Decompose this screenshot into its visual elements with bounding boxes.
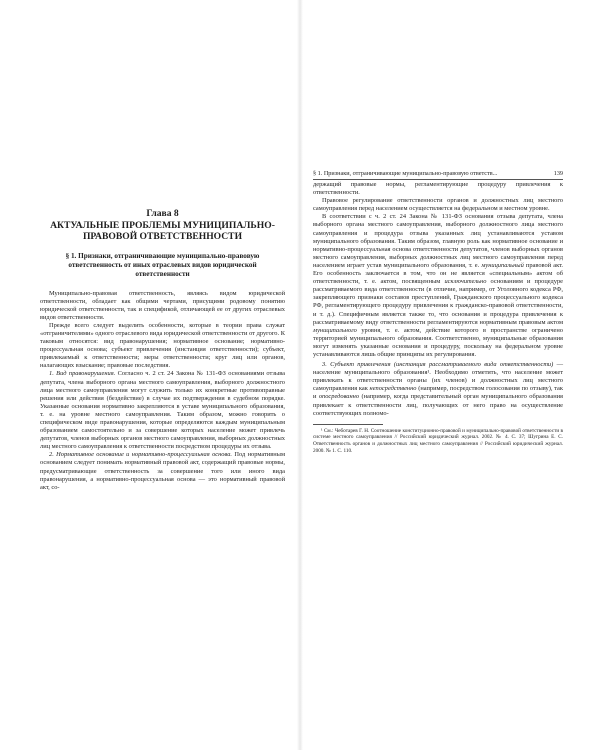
paragraph-text: правовой акт. Его особенность заключается в том, что он не является «специальным» актом об ответственности, т. е. актом, посвященным: [313, 261, 564, 286]
emphasis: исключительно: [444, 278, 487, 286]
footnote-divider: [313, 424, 383, 425]
paragraph-text: — население муниципального образования¹. Необходимо отметить, что население может привлекать к ответственности органы (их членов) и должностных лиц местного самоуправления как: [313, 361, 563, 393]
book-gutter: [297, 0, 303, 750]
emphasis: 1. Вид правонарушения.: [49, 370, 116, 378]
paragraph-text: Согласно ч. 2 ст. 24 Закона № 131-ФЗ основаниями отзыва депутата, члена выборного органа местного самоуправления, выборного должностного лица местного самоуправления могут служить только их конкретные противоправные решения или действия (бездействие) в случае их подтверждения в судебном порядке. Указанные основания нормативно закрепляются в уставе муниципального образования, т. е. на уровне местного самоуправления. Таким образом, можно говорить о специфическом виде правонарушения, которые определяются каждым муниципальным образованием самостоятельно и за совершение которых население может привлечь депутатов, членов выборных органов местного самоуправления, выборных должностных лиц местного самоуправления к ответственности посредством процедуры их отзыва.: [40, 370, 285, 451]
running-head: [313, 170, 563, 180]
right-page: [313, 170, 563, 454]
paragraph: [40, 451, 285, 491]
footnote: ¹ См.: Чеботарев Г. Н. Соотношение конституционно-правовой и муниципально-правовой ответственности в системе местного самоуправления // Российский юридический журнал. 2002. № 4. С. 37; Шугрина Е. С. Ответственность органов и должностных лиц местного самоуправления // Российский юридический журнал. 2000. № 1. С. 110.: [313, 427, 563, 454]
chapter-title: АКТУАЛЬНЫЕ ПРОБЛЕМЫ МУНИЦИПАЛЬНО-ПРАВОВОЙ ОТВЕТСТВЕННОСТИ: [50, 219, 275, 242]
paragraph-text: уровня, т. е. актом, действие которого в пространстве ограничено территорией муниципального образования. Соответственно, муниципальные образования могут изменять указанные основания и процедуру, поскольку на федеральном уровне устанавливаются лишь общие принципы их регулирования.: [313, 326, 563, 358]
paragraph-text: (например, когда представительный орган муниципального образования привлекает к ответственности лиц, получающих от него право на осуществление соответствующих полномо-: [313, 393, 563, 417]
paragraph: Прежде всего следует выделить особенности, которые в теории права служат «отграничителями» одного отраслевого вида юридической ответственности от другого. К таковым относятся: вид правонарушения; нормативное основание; нормативно-процессуальная основа; субъект привлечения (инстанция ответственности); субъект, привлекаемый к ответственности; меры ответственности; круг лиц или органов, налагающих взыскание; правовые последствия.: [40, 321, 285, 370]
emphasis: муниципального: [313, 326, 357, 334]
emphasis: опосредованно: [318, 393, 360, 401]
page-number: 139: [553, 170, 563, 177]
paragraph: [313, 361, 563, 418]
paragraph-text: (например, посредством голосования по отзыву), так и: [313, 385, 563, 401]
emphasis: 2. Нормативное основание и нормативно-процессуальная основа.: [49, 451, 232, 459]
emphasis: непосредственно: [369, 385, 417, 393]
paragraph-text: основаниям и процедуре рассматриваемого вида ответственности (в отличие, например, от Уголовного кодекса РФ, закрепляющего признаки составов преступлений, Гражданского процессуального кодекса РФ, регламентирующего процедуру привлечения к гражданско-правовой ответственности, и т. д.). Специфичным является также то, что основания и процедура привлечения к рассматриваемому виду ответственности регламентируются нормативным правовым актом: [313, 278, 563, 326]
left-page: [40, 208, 285, 492]
paragraph: держащий правовые нормы, регламентирующие процедуру привлечения к ответственности.: [313, 181, 563, 197]
paragraph: [40, 370, 285, 451]
paragraph: Правовое регулирование ответственности органов и должностных лиц местного самоуправления перед населением осуществляется на федеральном и местном уровне.: [313, 197, 563, 213]
running-head-title: § 1. Признаки, отграничивающие муниципально-правовую ответств...: [313, 170, 498, 177]
section-title: § 1. Признаки, отграничивающие муниципально-правовую ответственность от иных отраслевых видов юридической ответственности: [65, 251, 260, 278]
paragraph-text: В соответствии с ч. 2 ст. 24 Закона № 131-ФЗ основания отзыва депутата, члена выборного органа местного самоуправления, выборного должностного лица местного самоуправления и процедура отзыва указанных лиц устанавливаются уставом муниципального образования. Таким образом, главную роль как нормативное основание и нормативно-процессуальная основа ответственности депутатов, членов выборных органов местного самоуправления, выборных должностных лиц местного самоуправления перед населением играет устав муниципального образования, т. е.: [313, 213, 563, 269]
paragraph-text: Под нормативным основанием следует понимать нормативный правовой акт, содержащий правовые нормы, предусматривающие ответственность за совершение того или иного вида правонарушения, а нормативно-процессуальная основа — это нормативный правовой акт, со-: [40, 451, 285, 491]
chapter-number: Глава 8: [146, 208, 179, 219]
emphasis: муниципальный: [481, 261, 524, 269]
paragraph: Муниципально-правовая ответственность, являясь видом юридической ответственности, обладает как общими чертами, присущими родовому понятию юридической ответственности, так и спецификой, отличающей ее от других отраслевых видов ответственности.: [40, 289, 285, 321]
emphasis: 3. Субъект привлечения (инстанция рассматриваемого вида ответственности): [322, 361, 554, 369]
paragraph: [313, 213, 563, 359]
